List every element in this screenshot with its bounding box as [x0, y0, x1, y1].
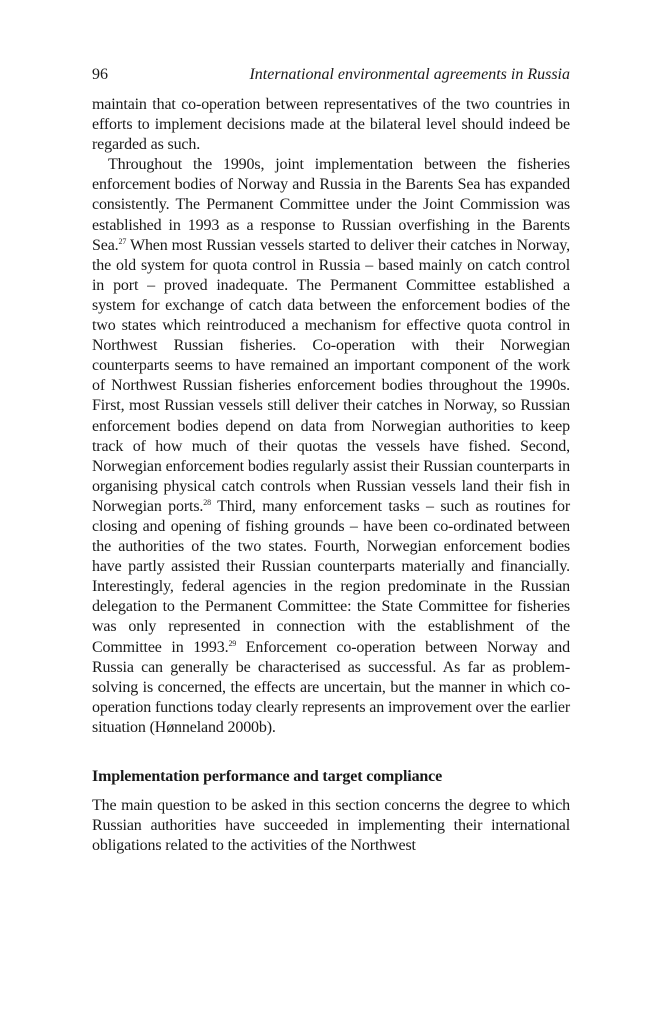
text-segment: Throughout the 1990s, joint implementation between the fisheries enforcement bodies of Norway and Russia in the Barents Sea has expanded consistently. The Permanent Committee under the Joint Commission was established in 1993 as a response to Russian overfishing in the Barents Sea. [92, 156, 570, 254]
text-segment: Enforcement co-operation between Norway and Russia can generally be characterised as successful. As far as problem-solving is concerned, the effects are uncertain, but the manner in which co-operation functions today clearly represents an improvement over the earlier situation (Hønneland 2000b). [92, 638, 570, 736]
text-segment: When most Russian vessels started to deliver their catches in Norway, the old system for quota control in Russia – based mainly on catch control in port – proved inadequate. The Permanent Committee established a system for exchange of catch data between the enforcement bodies of the two states which reintroduced a mechanism for effective quota control in Northwest Russian fisheries. Co-operation with their Norwegian counterparts seems to have remained an important component of the work of Northwest Russian fisheries enforcement bodies throughout the 1990s. First, most Russian vessels still deliver their catches in Norway, so Russian enforcement bodies depend on data from Norwegian authorities to keep track of how much of their quotas the vessels have fished. Second, Norwegian enforcement bodies regularly assist their Russian counterparts in organising physical catch controls when Russian vessels land their fish in Norwegian ports. [92, 236, 570, 515]
footnote-ref-28: 28 [203, 497, 211, 507]
paragraph-joint-implementation [92, 155, 570, 738]
section-heading: Implementation performance and target compliance [92, 768, 443, 785]
paragraph-continuation: maintain that co-operation between representatives of the two countries in efforts to implement decisions made at the bilateral level should indeed be regarded as such. [92, 96, 570, 154]
paragraph-main-question: The main question to be asked in this section concerns the degree to which Russian authorities have succeeded in implementing their international obligations related to the activities of the Northwest [92, 797, 570, 855]
footnote-ref-27: 27 [118, 236, 127, 246]
text-segment: Third, many enforcement tasks – such as routines for closing and opening of fishing grounds – have been co-ordinated between the authorities of the two states. Fourth, Norwegian enforcement bodies have partly assisted their Russian counterparts materially and financially. Interestingly, federal agencies in the region predominate in the Russian delegation to the Permanent Committee: the State Committee for fisheries was only represented in connection with the establishment of the Committee in 1993. [92, 497, 570, 656]
body-text [92, 95, 570, 856]
running-title: International environmental agreements in Russia [249, 66, 570, 83]
footnote-ref-29: 29 [228, 638, 237, 648]
page-number: 96 [92, 66, 108, 83]
page-header [92, 64, 570, 86]
